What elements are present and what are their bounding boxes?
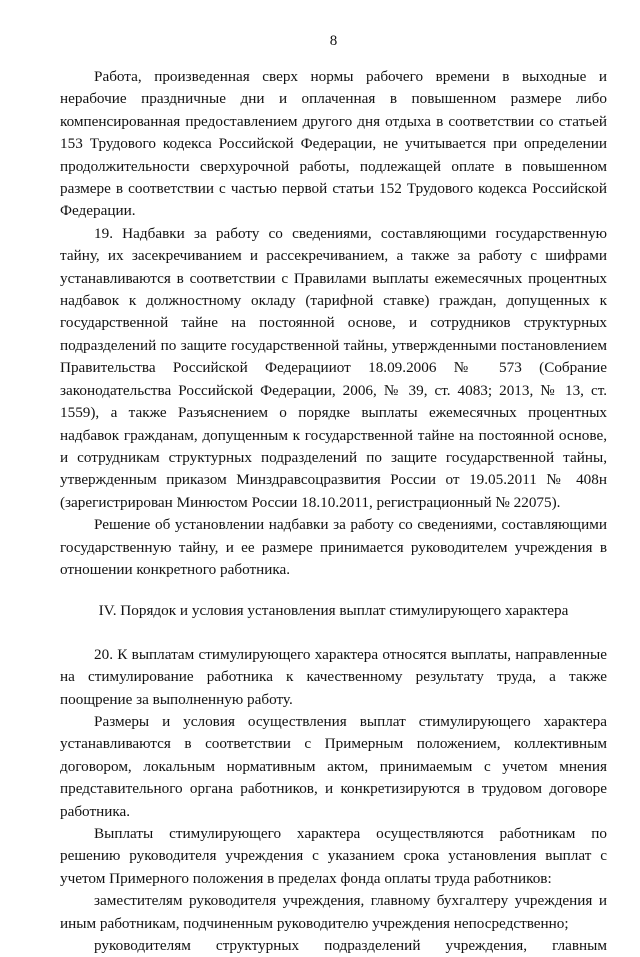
paragraph-incentive-terms: Размеры и условия осуществления выплат стимулирующего характера устанавливаются в соответствии с Примерным положением, коллективным договором, локальным нормативным актом, принимаемым с учетом мнения представительного органа работников, и конкретизируются в трудовом договоре работника.: [60, 712, 607, 820]
paragraph-20-incentives: 20. К выплатам стимулирующего характера относятся выплаты, направленные на стимулирование работника к качественному результату труда, а также поощрение за выполненную работу.: [60, 645, 607, 708]
paragraph-overtime: Работа, произведенная сверх нормы рабочего времени в выходные и нерабочие праздничные дни и оплаченная в повышенном размере либо компенсированная предоставлением другого дня отдыха в соответствии со статьей 153 Трудового кодекса Российской Федерации, не учитывается при определении продолжительности сверхурочной работы, подлежащей оплате в повышенном размере в соответствии с частью первой статьи 152 Трудового кодекса Российской Федерации.: [60, 68, 607, 220]
paragraph-deputies: заместителям руководителя учреждения, главному бухгалтеру учреждения и иным работникам, подчиненным руководителю учреждения непосредственно;: [60, 892, 607, 932]
paragraph-allowance-decision: Решение об установлении надбавки за работу со сведениями, составляющими государственную тайну, и ее размере принимается руководителем учреждения в отношении конкретного работника.: [60, 516, 607, 578]
paragraph-unit-heads: руководителям структурных подразделений учреждения, главным: [94, 937, 607, 955]
paragraph-19-allowances: 19. Надбавки за работу со сведениями, составляющими государственную тайну, их засекречиванием и рассекречиванием, а также за работу с шифрами устанавливаются в соответствии с Правилами выплаты ежемесячных процентных надбавок к должностному окладу (тарифной ставке) граждан, допущенных к государственной тайне на постоянной основе, и сотрудников структурных подразделений по защите государственной тайны, утвержденными постановлением Правительства Российской Федерацииот 18.09.2006 № 573 (Собрание законодательства Российской Федерации, 2006, № 39, ст. 4083; 2013, № 13, ст. 1559), а также Разъяснением о порядке выплаты ежемесячных процентных надбавок гражданам, допущенным к государственной тайне на постоянной основе, и сотрудникам структурных подразделений по защите государственной тайны, утвержденным приказом Минздравсоцразвития России от 19.05.2011 № 408н (зарегистрирован Минюстом России 18.10.2011, регистрационный № 22075).: [60, 224, 607, 511]
paragraph-incentive-payments: Выплаты стимулирующего характера осуществляются работникам по решению руководителя учреждения с указанием срока установления выплат с учетом Примерного положения в пределах фонда оплаты труда работников:: [60, 825, 607, 887]
page-number: 8: [329, 33, 338, 49]
section-heading: IV. Порядок и условия установления выплат стимулирующего характера: [98, 602, 569, 620]
